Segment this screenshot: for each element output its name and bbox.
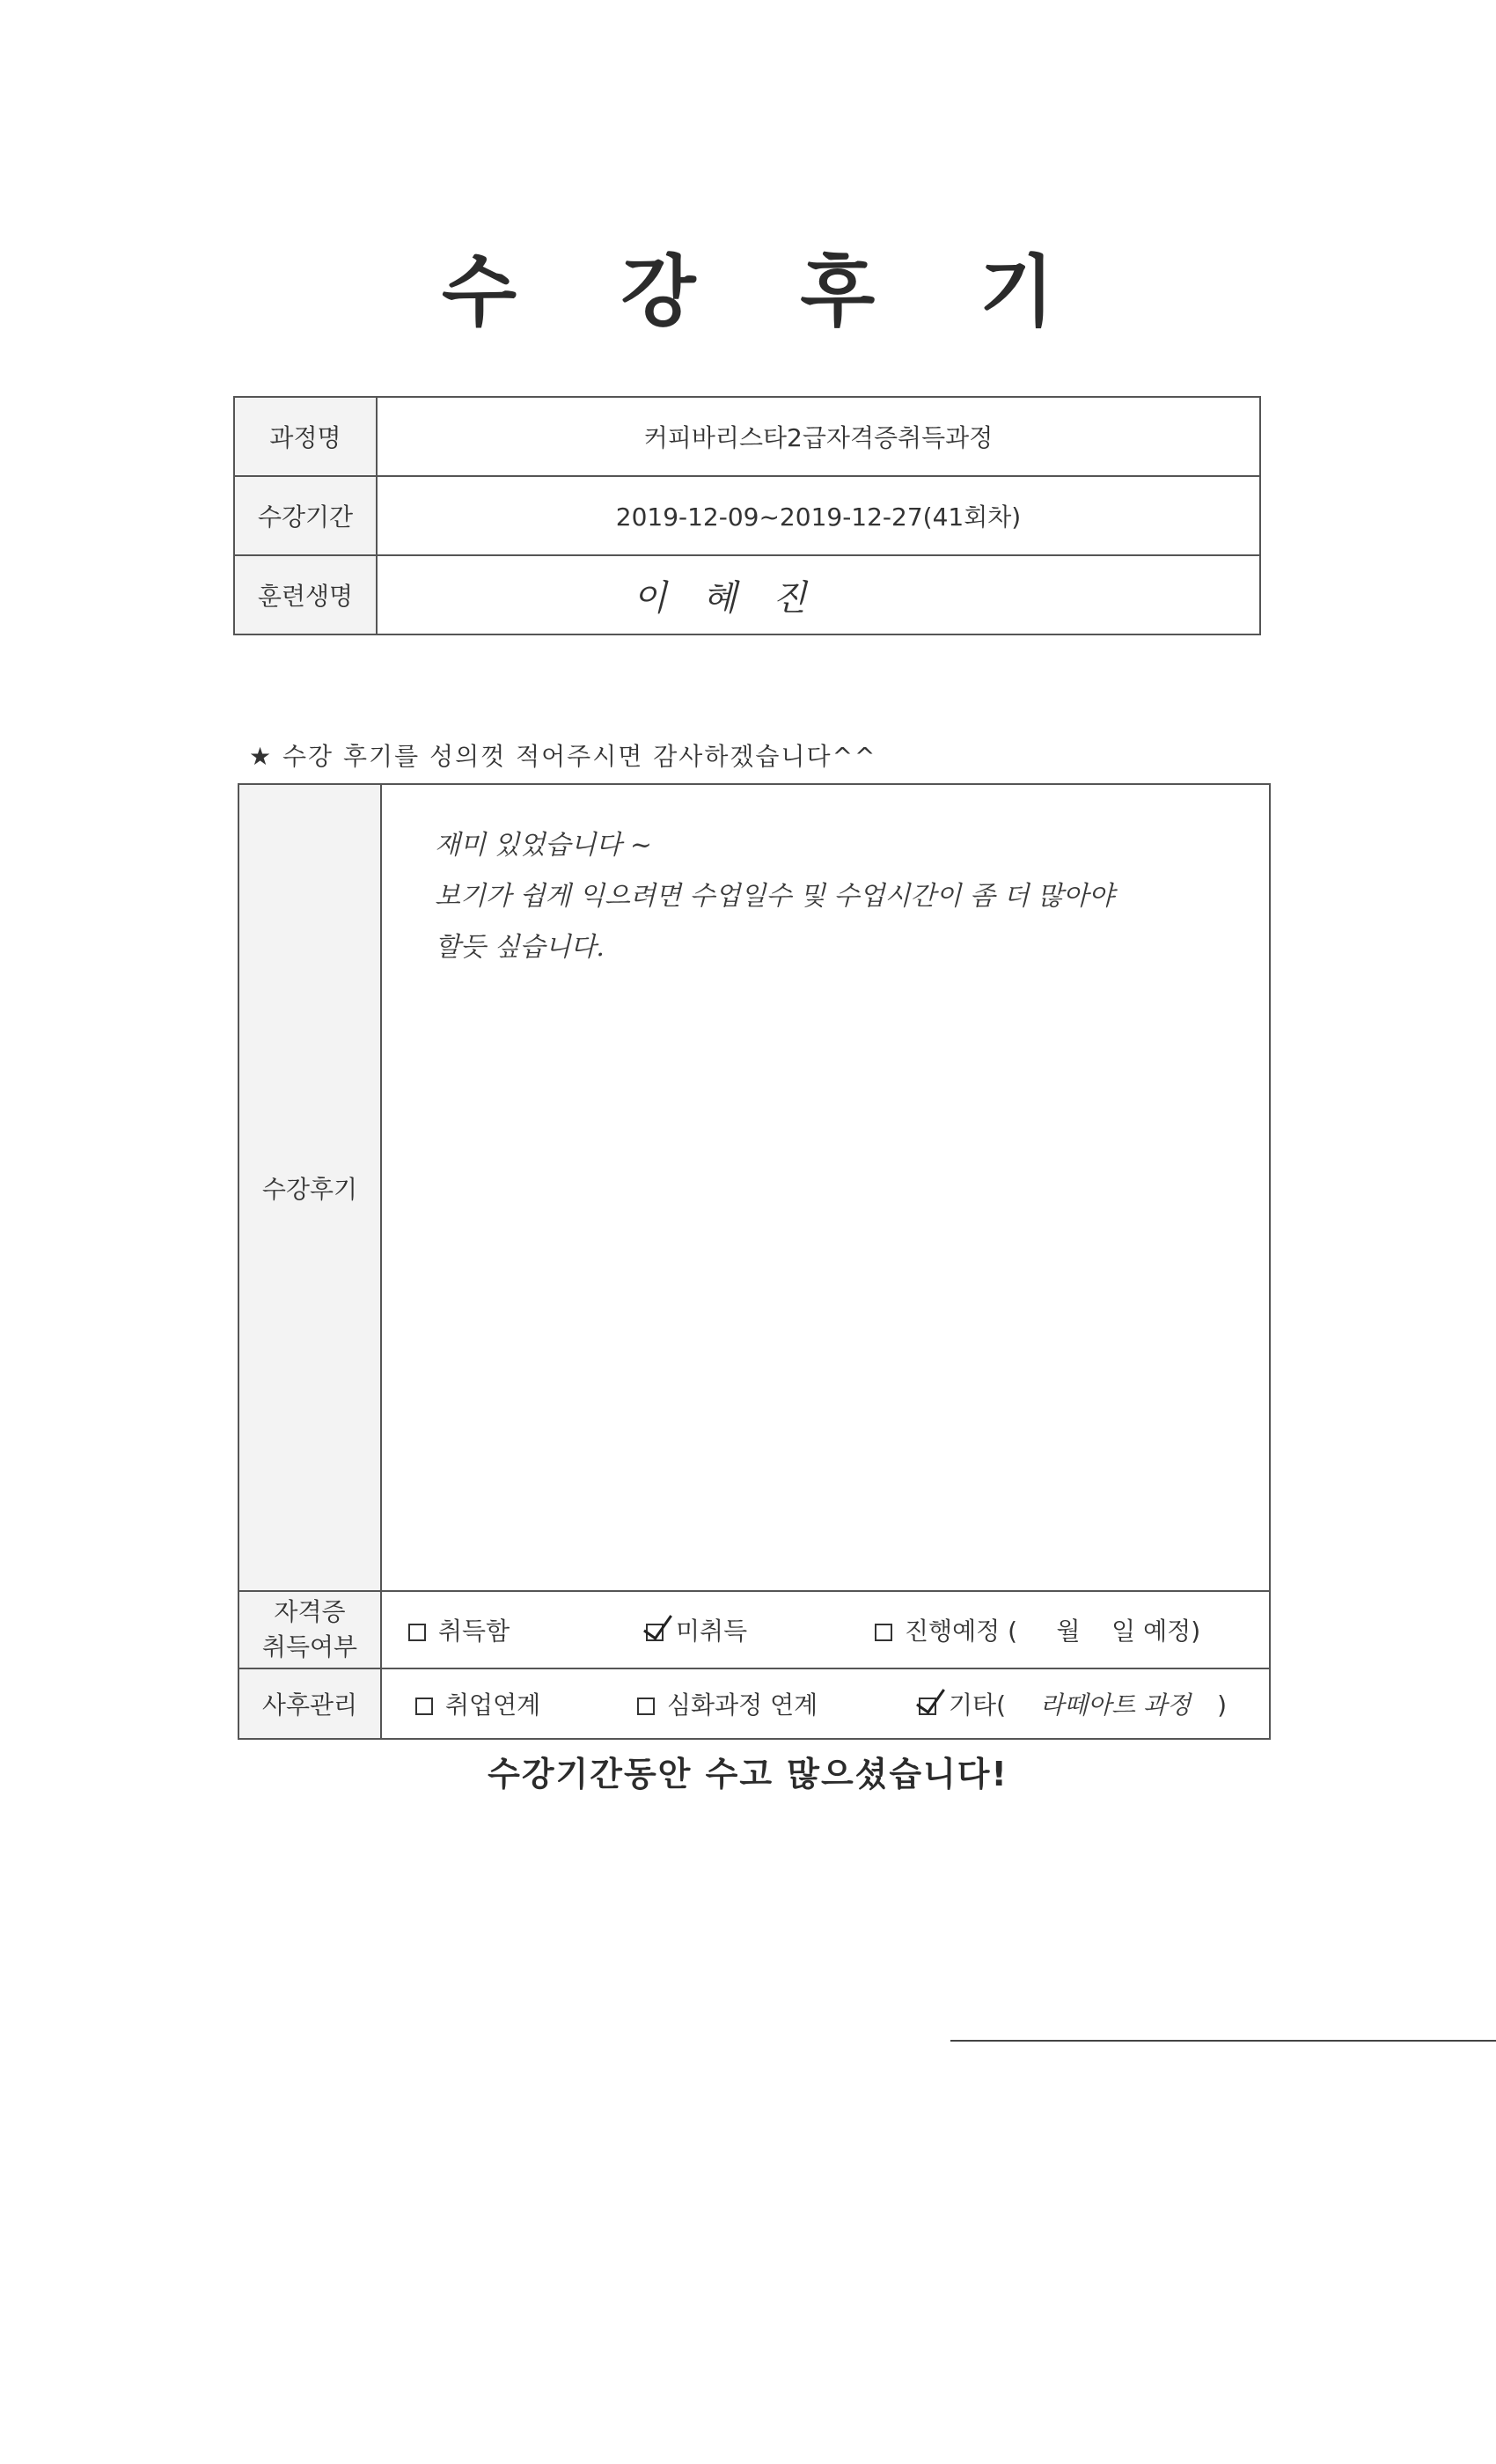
review-body: [381, 784, 1270, 1591]
option-other-note-handwritten: 라떼아트 과정: [1039, 1690, 1192, 1720]
checkbox-other-checked[interactable]: [919, 1698, 936, 1715]
document-title: 수 강 후 기: [442, 246, 1093, 337]
period-row: [234, 476, 1260, 555]
checkbox-in-progress[interactable]: [875, 1624, 892, 1641]
option-not-acquired-label: 미취득: [676, 1617, 748, 1646]
checkbox-acquired[interactable]: [408, 1624, 426, 1641]
course-info-table: [233, 396, 1261, 635]
course-label: 과정명: [234, 397, 377, 476]
review-label: 수강후기: [238, 784, 381, 1591]
trainee-label: 훈련생명: [234, 555, 377, 634]
course-row: [234, 397, 1260, 476]
aftercare-option-other[interactable]: [919, 1686, 1227, 1721]
option-acquired-label: 취득함: [438, 1617, 510, 1646]
period-label: 수강기간: [234, 476, 377, 555]
aftercare-row: [238, 1668, 1270, 1739]
period-value: 2019-12-09~2019-12-27(41회차): [377, 476, 1260, 555]
course-value: 커피바리스타2급자격증취득과정: [377, 397, 1260, 476]
aftercare-label: 사후관리: [238, 1668, 381, 1739]
certificate-label-line2: 취득여부: [261, 1632, 358, 1661]
option-other-label: 기타(: [949, 1690, 1007, 1720]
option-other-close: ): [1217, 1690, 1228, 1720]
certificate-option-acquired[interactable]: [408, 1612, 510, 1647]
certificate-label-line1: 자격증: [274, 1597, 346, 1626]
checkbox-not-acquired-checked[interactable]: [646, 1624, 664, 1641]
aftercare-option-advanced[interactable]: [637, 1686, 818, 1721]
certificate-option-not-acquired[interactable]: [646, 1612, 747, 1647]
option-employment-label: 취업연계: [445, 1690, 541, 1720]
review-line-2: 보기가 쉽게 익으려면 수업일수 및 수업시간이 좀 더 많아야: [435, 881, 1114, 912]
checkbox-employment[interactable]: [415, 1698, 433, 1715]
review-row: [238, 784, 1270, 1591]
scan-edge-line: [950, 2040, 1496, 2042]
certificate-options: [381, 1591, 1270, 1668]
certificate-option-in-progress[interactable]: [875, 1612, 1200, 1647]
certificate-row: [238, 1591, 1270, 1668]
review-line-3: 할듯 싶습니다.: [435, 932, 605, 963]
checkbox-advanced[interactable]: [637, 1698, 655, 1715]
certificate-label: [238, 1591, 381, 1668]
option-advanced-label: 심화과정 연계: [667, 1690, 818, 1720]
notice-text: ★ 수강 후기를 성의껏 적어주시면 감사하겠습니다^^: [249, 742, 877, 771]
option-in-progress-label: 진행예정 ( 월 일 예정): [905, 1617, 1201, 1646]
trainee-row: [234, 555, 1260, 634]
aftercare-option-employment[interactable]: [415, 1686, 540, 1721]
review-table: [238, 783, 1271, 1740]
aftercare-options: [381, 1668, 1270, 1739]
closing-message: 수강기간동안 수고 많으셨습니다!: [488, 1755, 1008, 1793]
review-line-1: 재미 있었습니다 ~: [435, 830, 653, 861]
trainee-name-handwritten: 이 혜 진: [377, 555, 1260, 634]
